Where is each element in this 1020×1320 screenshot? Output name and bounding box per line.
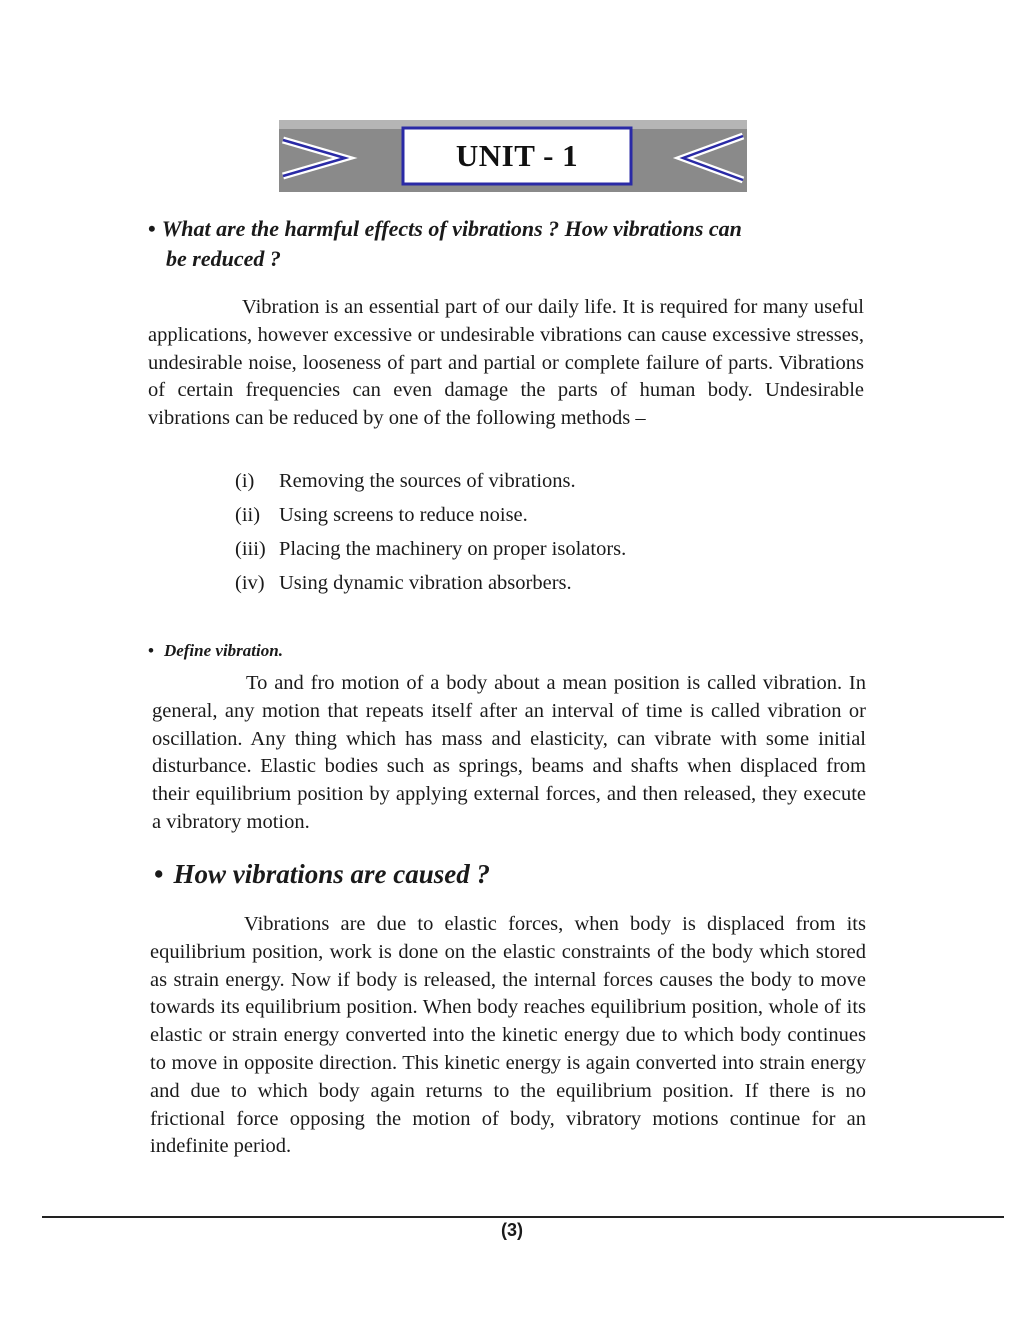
list-item xyxy=(235,568,626,602)
question-text: Define vibration. xyxy=(163,641,283,660)
list-number: (iv) xyxy=(235,572,265,594)
list-number: (ii) xyxy=(235,504,261,526)
question-line-1: What are the harmful effects of vibrations ? How vibrations can xyxy=(161,216,742,241)
answer-define-vibration xyxy=(152,670,866,837)
list-text: Using dynamic vibration absorbers. xyxy=(279,572,572,594)
list-item xyxy=(235,500,626,534)
answer-harmful-effects xyxy=(148,294,864,433)
list-text: Removing the sources of vibrations. xyxy=(279,470,576,492)
answer-paragraph: To and fro motion of a body about a mean position is called vibration. In general, any motion that repeats itself after an interval of time is called vibration or oscillation. Any thing which has mass and elasticity, can vibrate with some initial disturbance. Elastic bodies such as springs, beams and shafts when displaced from their equilibrium position by applying external forces, and then released, they execute a vibratory motion. xyxy=(152,672,866,833)
answer-paragraph: Vibration is an essential part of our daily life. It is required for many useful applications, however excessive or undesirable vibrations can cause excessive stresses, undesirable noise, looseness of part and partial or complete failure of parts. Vibrations of certain frequencies can even damage the parts of human body. Undesirable vibrations can be reduced by one of the following methods – xyxy=(148,296,864,430)
question-define-vibration xyxy=(148,638,283,664)
reduction-methods-list xyxy=(235,466,626,602)
answer-vibration-causes xyxy=(150,911,866,1161)
bullet: • xyxy=(148,641,154,660)
question-text: How vibrations are caused ? xyxy=(173,859,490,889)
question-harmful-effects xyxy=(148,214,848,274)
list-number: (iii) xyxy=(235,538,266,560)
unit-title: UNIT - 1 xyxy=(455,138,579,173)
question-vibration-causes xyxy=(154,856,490,892)
question-line-2: be reduced ? xyxy=(166,246,281,271)
list-item xyxy=(235,534,626,568)
list-item xyxy=(235,466,626,500)
list-number: (i) xyxy=(235,470,255,492)
answer-paragraph: Vibrations are due to elastic forces, when body is displaced from its equilibrium position, work is done on the elastic constraints of the body which stored as strain energy. Now if body is released, the internal forces causes the body to move towards its equilibrium position. When body reaches equilibrium position, whole of its elastic or strain energy converted into the kinetic energy due to which body continues to move in opposite direction. This kinetic energy is again converted into strain energy and due to which body again returns to the equilibrium position. If there is no frictional force opposing the motion of body, vibratory motions continue for an indefinite period. xyxy=(150,913,866,1158)
list-text: Using screens to reduce noise. xyxy=(279,504,528,526)
unit-banner xyxy=(279,120,747,192)
list-text: Placing the machinery on proper isolators. xyxy=(279,538,627,560)
bullet: • xyxy=(154,859,164,889)
bullet: • xyxy=(148,216,156,241)
page-number: (3) xyxy=(501,1220,523,1240)
